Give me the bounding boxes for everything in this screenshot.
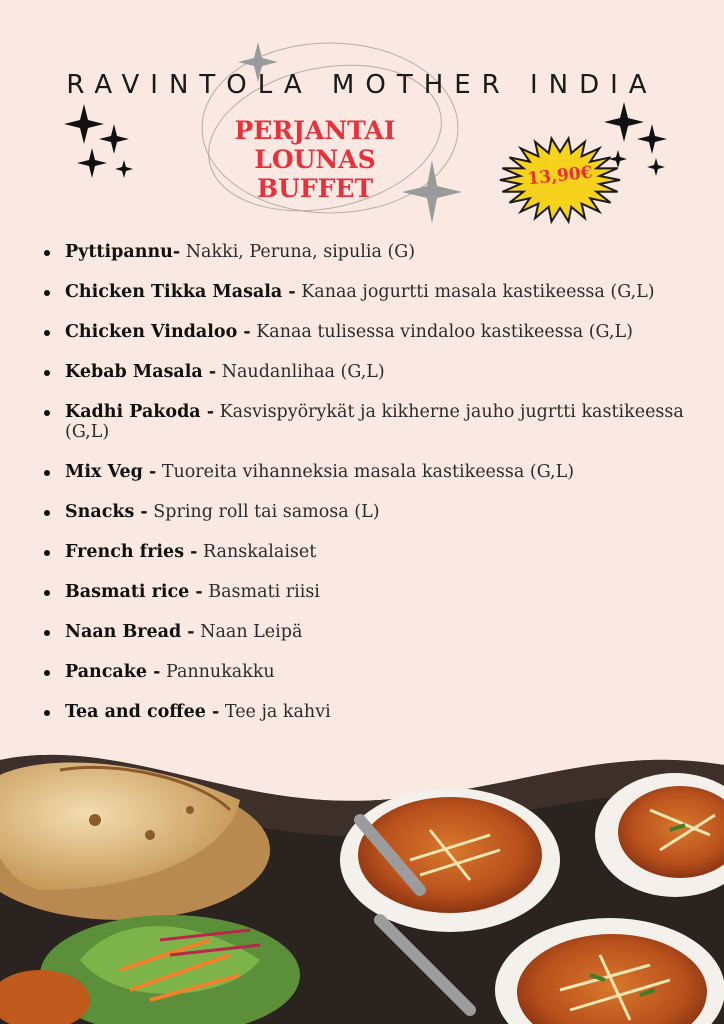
lunch-heading-line2: BUFFET [256, 174, 374, 203]
menu-item [38, 622, 698, 642]
menu-item-name: Pancake - [65, 662, 161, 682]
menu-item [38, 242, 698, 262]
menu-item [38, 322, 698, 342]
naan-spot [186, 806, 194, 814]
menu-item-name: Pyttipannu- [65, 242, 181, 262]
menu-item-name: Snacks - [65, 502, 148, 522]
menu-item [38, 502, 698, 522]
sparkle-star-icon [637, 124, 667, 154]
menu-item [38, 362, 698, 382]
menu-item-description: Spring roll tai samosa (L) [153, 502, 380, 522]
menu-item-name: Chicken Vindaloo - [65, 322, 251, 342]
lunch-heading [170, 116, 460, 203]
menu-item-name: French fries - [65, 542, 198, 562]
menu-item [38, 702, 698, 722]
sparkle-star-icon [77, 148, 107, 178]
naan-spot [89, 814, 101, 826]
buffet-menu-list [38, 242, 698, 742]
lunch-heading-line1: PERJANTAI LOUNAS [234, 116, 396, 174]
sparkle-star-icon [99, 124, 129, 154]
menu-item-description: Pannukakku [165, 662, 275, 682]
restaurant-title: RAVINTOLA MOTHER INDIA [66, 70, 658, 100]
menu-item-name: Basmati rice - [65, 582, 203, 602]
menu-item-description: Naudanlihaa (G,L) [221, 362, 385, 382]
menu-item-name: Tea and coffee - [65, 702, 220, 722]
menu-item-name: Mix Veg - [65, 462, 157, 482]
menu-item-description: Tee ja kahvi [224, 702, 331, 722]
menu-item-name: Naan Bread - [65, 622, 195, 642]
price-label: 13,90€ [526, 162, 594, 190]
sparkle-star-icon [64, 104, 104, 144]
menu-item [38, 582, 698, 602]
menu-item [38, 282, 698, 302]
menu-item-description: Kasvispyörykät ja kikherne jauho jugrtti kastikeessa (G,L) [65, 402, 684, 442]
food-photo [0, 740, 724, 1024]
menu-item-description: Kanaa jogurtti masala kastikeessa (G,L) [301, 282, 655, 302]
menu-item-description: Basmati riisi [208, 582, 320, 602]
menu-item-description: Naan Leipä [200, 622, 303, 642]
sparkle-star-icon [115, 160, 133, 178]
sparkle-star-icon [647, 158, 665, 176]
menu-item-name: Chicken Tikka Masala - [65, 282, 296, 302]
menu-item-description: Ranskalaiset [202, 542, 317, 562]
menu-item-name: Kadhi Pakoda - [65, 402, 215, 422]
menu-item-description: Kanaa tulisessa vindaloo kastikeessa (G,L) [256, 322, 633, 342]
menu-item-name: Kebab Masala - [65, 362, 217, 382]
naan-spot [145, 830, 155, 840]
menu-item [38, 662, 698, 682]
menu-item [38, 402, 698, 442]
menu-item-description: Tuoreita vihanneksia masala kastikeessa (G,L) [161, 462, 575, 482]
menu-item-description: Nakki, Peruna, sipulia (G) [185, 242, 416, 262]
menu-item [38, 462, 698, 482]
menu-item [38, 542, 698, 562]
